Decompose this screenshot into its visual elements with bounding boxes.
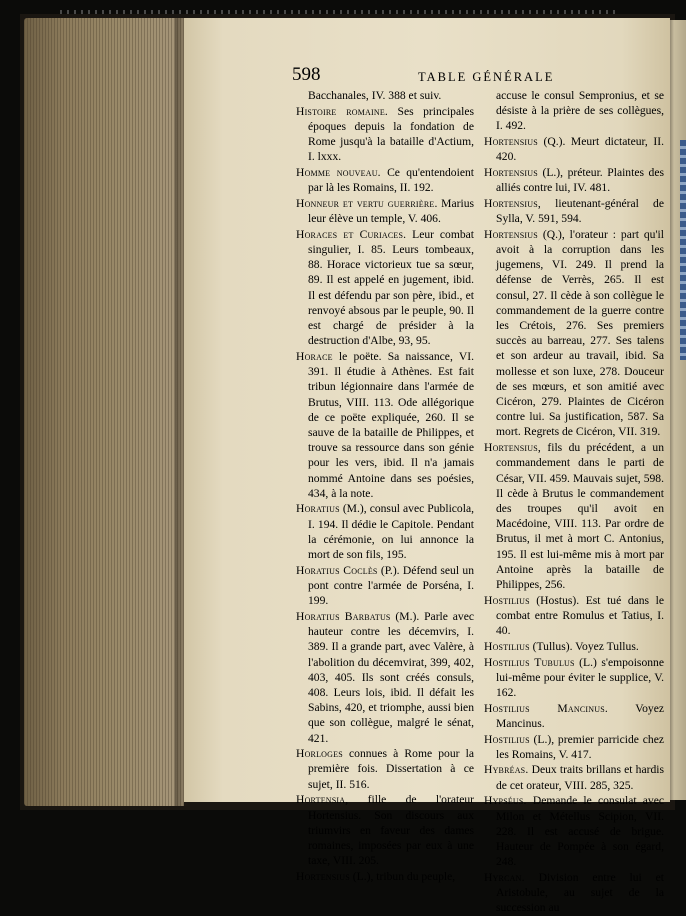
index-entry [296,349,474,501]
index-entry [484,870,664,916]
index-entry [484,593,664,639]
entry-headword: Hostilius [484,593,530,607]
entry-text: Bacchanales, IV. 388 et suiv. [308,89,442,102]
entry-text: (Hostus). Est tué dans le combat entre Romulus et Tatius, I. 40. [496,593,664,638]
entry-headword: Hostilius [484,639,530,653]
entry-headword: Horatius [296,502,340,516]
index-entry [296,792,474,868]
entry-headword: Hostilius [484,732,530,746]
entry-headword: Hortensius [484,227,538,241]
entry-headword: Hostilius Tubulus [484,655,575,669]
entry-headword: Hortensia, [296,793,349,807]
index-entry [484,227,664,440]
running-head: TABLE GÉNÉRALE [418,70,555,84]
entry-headword: Hortensius [296,869,350,883]
entry-text: fille de l'orateur Hortensius. Son discours aux triumvirs en faveur des dames romaines, imposées par eux à une taxe, VIII. 205. [308,793,474,868]
entry-headword: Hyrcan. [484,870,525,884]
entry-headword: Histoire romaine. [296,104,389,118]
index-entry [484,655,664,701]
index-entry [484,762,664,792]
entry-text: (Q.). Meurt dictateur, II. 420. [496,135,664,164]
right-column [484,88,664,916]
entry-text: (M.). Parle avec hauteur contre les décemvirs, I. 389. Il a grande part, avec Valère, à l'abolition du décemvirat, 399, 402, 403, 405. Ils sont créés consuls, 408. Leurs lois, ibid. Il défait les Sabins, 420, et triomphe, aussi bien que son collègue, malgré le sénat, 421. [308,609,474,745]
index-entry [296,501,474,562]
entry-text: fils du précédent, a un commandement dans le parti de César, VII. 459. Mauvais sujet, 598. Il cède à Brutus le commandement des troupes qu'il avoit en Macédoine, VIII. 113. Par ordre de Brutus, il met à mort C. Antonius, 195. Il est lui-même mis à mort par Antoine après la bataille de Philippes, 256. [496,441,664,591]
entry-text: Demande le consulat avec Milon et Métellus Scipion, VII. 228. Il est accusé de brigue. Hauteur de Pompée à son égard, 248. [496,794,664,869]
index-entry [484,165,664,195]
entry-text: (L.), préteur. Plaintes des alliés contre lui, IV. 481. [496,166,664,195]
entry-headword: Honneur et vertu guerrière. [296,196,438,210]
index-entry [296,88,474,103]
entry-text: Marius leur élève un temple, V. 406. [308,196,474,226]
entry-text: (M.), consul avec Publicola, I. 194. Il dédie le Capitole. Pendant la cérémonie, on lui annonce la mort de son fils, 195. [308,502,474,562]
entry-text: (Tullus). Voyez Tullus. [529,639,639,653]
entry-text: accuse le consul Sempronius, et se désiste à la prière de ses collègues, I. 492. [496,89,664,133]
index-entry [484,440,664,592]
entry-text: (P.). Défend seul un pont contre l'armée de Porséna, I. 199. [308,563,474,608]
entry-headword: Hybréas. [484,763,529,777]
index-entry [296,227,474,349]
index-entry [296,746,474,792]
entry-text: (L.), premier parricide chez les Romains, V. 417. [496,732,664,761]
entry-headword: Horace [296,349,333,363]
entry-text: Ce qu'entendoient par là les Romains, II. 192. [308,166,474,195]
entry-headword: Hortensius, [484,196,541,210]
entry-text: Ses principales époques depuis la fondation de Rome jusqu'à la bataille d'Actium, I. lxxx. [308,104,474,164]
entry-headword: Hortensius, [484,441,541,455]
entry-headword: Hortensius [484,135,538,149]
index-entry [296,196,474,226]
entry-headword: Homme nouveau. [296,166,381,180]
index-entry [296,104,474,165]
entry-text: (L.), tribun du peuple, [349,869,456,883]
entry-text: Voyez Mancinus. [496,701,664,730]
entry-text: (Q.), l'orateur : part qu'il avoit à la corruption dans les jugemens, VI. 249. Il prend la défense de Verrès, 265. Il est consul, 27. Il cède à son collègue le commandement de la guerre contre les Crétois, 276. Ses premiers succès au barreau, 277. Ses talens et son ardeur au travail, ibid. Sa mollesse et son luxe, 278. Douceur de ses mœurs, et son amitié avec Cicéron, 279. Plaintes de Cicéron contre lui. Sa justification, 587. Sa mort. Regrets de Cicéron, VII. 319. [496,227,664,439]
index-entry [296,563,474,609]
bookmark-ribbon [680,140,686,360]
entry-text: le poëte. Sa naissance, VI. 391. Il étudie à Athènes. Est fait tribun légionnaire dans l'armée de Brutus, VIII. 113. Ode allégorique de ce poëte expliquée, 260. Il se sauve de la bataille de Philippes, et trouve sa ressource dans son génie pour les vers, ibid. Il n'a jamais nommé Antoine dans ses poésies, 434, à la note. [308,349,474,500]
index-entry [296,869,474,884]
entry-headword: Hortensius [484,166,538,180]
index-entry [296,609,474,746]
index-entry [296,165,474,195]
entry-text: Leur combat singulier, I. 85. Leurs tombeaux, 88. Horace victorieux tue sa sœur, 89. Il est appelé en jugement, ibid. Il est défendu par son père, ibid., et renvoyé absous par le peuple, 90. Il est chargé de présider à la destruction d'Albe, 93, 95. [308,227,474,348]
index-entry [484,701,664,731]
entry-headword: Horatius Barbatus [296,609,391,623]
entry-headword: Horatius Coclès [296,563,378,577]
entry-text: Deux traits brillans et hardis de cet orateur, VIII. 285, 325. [496,763,664,792]
index-entry [484,732,664,762]
entry-headword: Hostilius Mancinus. [484,701,608,715]
entry-text: connues à Rome pour la première fois. Dissertation à ce sujet, II. 516. [308,747,474,791]
index-entry [484,793,664,869]
entry-text: lieutenant-général de Sylla, V. 591, 594. [496,196,664,226]
entry-headword: Horloges [296,747,343,761]
index-entry [484,196,664,226]
index-entry [484,134,664,164]
left-column [296,88,474,885]
page-number: 598 [292,64,321,85]
entry-text: (L.) s'empoisonne lui-même pour éviter le supplice, V. 162. [496,655,664,699]
entry-headword: Horaces et Curiaces. [296,227,407,241]
index-entry [484,639,664,654]
entry-headword: Hypséus. [484,794,527,808]
page-stack-edge [24,18,184,806]
entry-text: Division entre lui et Aristobule, au sujet de la succession au [496,870,664,915]
index-entry [484,88,664,134]
